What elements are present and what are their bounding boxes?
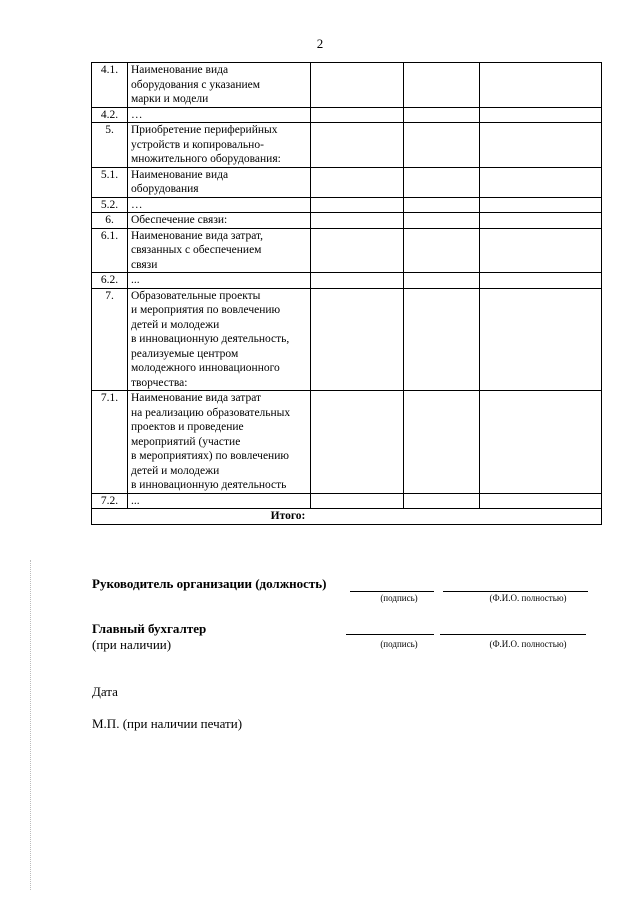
empty-cell [404,63,480,108]
row-name-line: устройств и копировально- [131,138,264,151]
table-row [92,107,602,123]
empty-cell [311,123,404,168]
empty-cell [404,228,480,273]
row-name-line: проектов и проведение [131,421,244,433]
table-row [92,228,602,273]
empty-cell [311,391,404,494]
table-row [92,63,602,108]
row-name-line: детей и молодежи [131,464,220,477]
row-name-line: связанных с обеспечением [131,244,262,256]
row-number: 7.2. [92,493,128,509]
accountant-signature-caption: (подпись) [380,639,418,649]
row-name-line: творчества: [131,376,188,389]
empty-cell [404,288,480,391]
row-name-line: Образовательные проекты [131,289,261,302]
head-signature-caption: (подпись) [380,593,418,603]
empty-cell [311,228,404,273]
row-name [128,197,311,213]
empty-cell [480,123,602,168]
head-signature-line [350,591,434,592]
empty-cell [404,273,480,289]
date-label: Дата [92,684,118,699]
row-name [128,213,311,229]
row-name-line: ... [131,494,140,507]
row-name-line: на реализацию образовательных [131,406,291,419]
empty-cell [480,493,602,509]
row-name-line: оборудования [131,183,199,195]
row-number: 5.2. [92,197,128,213]
accountant-fio-caption: (Ф.И.О. полностью) [489,639,567,649]
empty-cell [404,493,480,509]
row-name [128,493,311,509]
row-number: 6.2. [92,273,128,289]
table-row [92,273,602,289]
empty-cell [480,107,602,123]
empty-cell [404,391,480,494]
head-fio-line [443,591,588,592]
empty-cell [480,391,602,494]
row-name [128,63,311,108]
row-name-line: мероприятий (участие [131,435,241,448]
head-of-organization-label: Руководитель организации (должность) [92,576,327,591]
empty-cell [311,288,404,391]
empty-cell [404,167,480,197]
empty-cell [311,107,404,123]
row-name-line: множительного оборудования: [131,153,281,165]
empty-cell [480,288,602,391]
row-name-line: и мероприятия по вовлечению [131,304,281,316]
margin-mark [30,560,31,890]
row-name [128,107,311,123]
table-row [92,493,602,509]
empty-cell [404,107,480,123]
empty-cell [311,167,404,197]
row-number: 4.1. [92,63,128,108]
stamp-label: М.П. (при наличии печати) [92,716,243,731]
table-row [92,123,602,168]
total-label: Итого: [92,509,602,525]
row-name-line: Наименование вида затрат [131,392,262,404]
empty-cell [480,213,602,229]
chief-accountant-label: Главный бухгалтер [92,621,207,636]
row-number: 7.1. [92,391,128,494]
empty-cell [311,273,404,289]
row-name-line: молодежного инновационного [131,362,280,374]
row-name-line: в мероприятиях) по вовлечению [131,450,289,462]
total-row [92,509,602,525]
empty-cell [480,273,602,289]
row-name-line: Приобретение периферийных [131,124,278,136]
table-row [92,197,602,213]
empty-cell [311,197,404,213]
accountant-signature-line [346,634,434,635]
row-number: 6.1. [92,228,128,273]
empty-cell [404,213,480,229]
page-number: 2 [316,36,324,51]
empty-cell [311,63,404,108]
row-name-line: реализуемые центром [131,347,239,360]
row-number: 4.2. [92,107,128,123]
empty-cell [311,493,404,509]
row-name-line: ... [131,274,140,286]
table-row [92,288,602,391]
table-row [92,391,602,494]
row-name-line: связи [131,258,158,271]
row-name-line: в инновационную деятельность [131,479,287,491]
row-name-line: Наименование вида [131,168,229,181]
row-name [128,391,311,494]
empty-cell [404,197,480,213]
head-fio-caption: (Ф.И.О. полностью) [489,593,567,603]
empty-cell [480,167,602,197]
row-name-line: … [131,198,143,211]
empty-cell [480,63,602,108]
row-name-line: оборудования с указанием [131,78,261,91]
row-name-line: марки и модели [131,93,209,105]
row-name [128,288,311,391]
empty-cell [480,197,602,213]
row-name [128,123,311,168]
row-number: 5.1. [92,167,128,197]
table-row [92,167,602,197]
empty-cell [311,213,404,229]
row-name [128,228,311,273]
row-number: 5. [92,123,128,168]
empty-cell [480,228,602,273]
row-number: 6. [92,213,128,229]
row-number: 7. [92,288,128,391]
row-name-line: … [131,108,143,121]
row-name-line: Наименование вида [131,64,229,76]
row-name [128,167,311,197]
expense-table [91,62,602,525]
table-row [92,213,602,229]
accountant-fio-line [440,634,586,635]
empty-cell [404,123,480,168]
row-name-line: в инновационную деятельность, [131,333,290,345]
row-name [128,273,311,289]
chief-accountant-sub: (при наличии) [92,637,172,652]
row-name-line: Обеспечение связи: [131,214,228,226]
row-name-line: детей и молодежи [131,318,220,331]
row-name-line: Наименование вида затрат, [131,229,264,242]
